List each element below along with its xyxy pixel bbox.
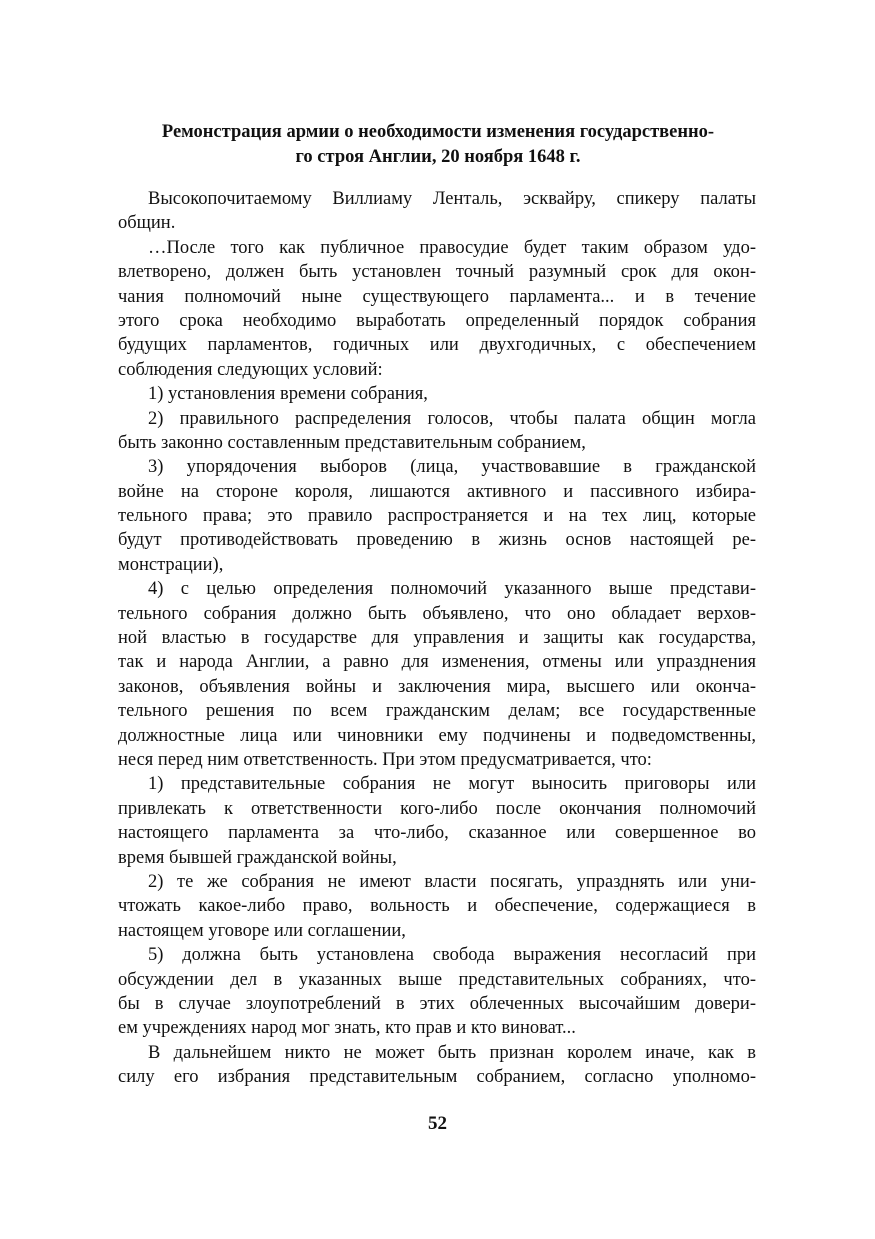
text-line: …После того как публичное правосудие будет таким образом удо- (148, 237, 756, 258)
text-line: ной властью в государстве для управления и защиты как государства, (118, 628, 756, 649)
text-line: 4) с целью определения полномочий указанного выше представи- (148, 579, 756, 600)
text-line: привлекать к ответственности кого-либо после окончания полномочий (118, 798, 756, 819)
text-line: тельного решения по всем гражданским делам; все государственные (118, 701, 756, 722)
text-line: чтожать какое-либо право, вольность и обеспечение, содержащиеся в (118, 896, 756, 917)
text-line: этого срока необходимо выработать определенный порядок собрания (118, 310, 756, 331)
text-line: неся перед ним ответственность. При этом предусматривается, что: (118, 749, 652, 770)
text-line: Высокопочитаемому Виллиаму Ленталь, эсквайру, спикеру палаты (148, 189, 756, 209)
text-line: 1) представительные собрания не могут выносить приговоры или (148, 774, 756, 795)
text-line: настоящего парламента за что-либо, сказанное или совершенное во (118, 823, 756, 844)
text-line: бы в случае злоупотреблений в этих облеченных высочайшим довери- (118, 993, 756, 1014)
text-line: монстрации), (118, 554, 224, 575)
text-line: общин. (118, 213, 176, 234)
text-line: быть законно составленным представительным собранием, (118, 432, 586, 453)
text-line: должностные лица или чиновники ему подчинены и подведомственны, (118, 725, 756, 746)
text-line: силу его избрания представительным собранием, согласно уполномо- (118, 1067, 756, 1088)
document-title (118, 120, 758, 170)
text-line: настоящем уговоре или соглашении, (118, 920, 406, 941)
text-line: тельного права; это правило распространяется и на тех лиц, которые (118, 506, 756, 527)
text-line: чания полномочий ныне существующего парламента... и в течение (118, 286, 756, 307)
text-line: так и народа Англии, а равно для изменения, отмены или упразднения (118, 652, 756, 673)
text-line: 2) правильного распределения голосов, чтобы палата общин могла (148, 408, 756, 429)
title-line-2: го строя Англии, 20 ноября 1648 г. (295, 147, 581, 167)
text-line: 5) должна быть установлена свобода выражения несогласий при (148, 945, 756, 966)
text-line: будут противодействовать проведению в жизнь основ настоящей ре- (118, 530, 756, 551)
text-line: влетворено, должен быть установлен точный разумный срок для окон- (118, 262, 756, 283)
title-line-1: Ремонстрация армии о необходимости изменения государственно- (161, 122, 715, 142)
text-line: обсуждении дел в указанных выше представительных собраниях, что- (118, 969, 756, 990)
text-line: В дальнейшем никто не может быть признан королем иначе, как в (148, 1042, 756, 1063)
text-line: законов, объявления войны и заключения мира, высшего или оконча- (118, 676, 756, 697)
text-line: 1) установления времени собрания, (148, 384, 428, 405)
page-number: 52 (428, 1113, 447, 1134)
text-line: 2) те же собрания не имеют власти посягать, упразднять или уни- (148, 871, 756, 892)
text-line: войне на стороне короля, лишаются активного и пассивного избира- (118, 481, 756, 502)
text-line: соблюдения следующих условий: (118, 359, 383, 380)
text-line: время бывшей гражданской войны, (118, 847, 397, 868)
text-line: ем учреждениях народ мог знать, кто прав и кто виноват... (118, 1018, 576, 1039)
document-body (118, 187, 756, 1089)
text-line: тельного собрания должно быть объявлено, что оно обладает верхов- (118, 603, 756, 624)
text-line: 3) упорядочения выборов (лица, участвовавшие в гражданской (148, 457, 756, 478)
text-line: будущих парламентов, годичных или двухгодичных, с обеспечением (118, 335, 756, 356)
